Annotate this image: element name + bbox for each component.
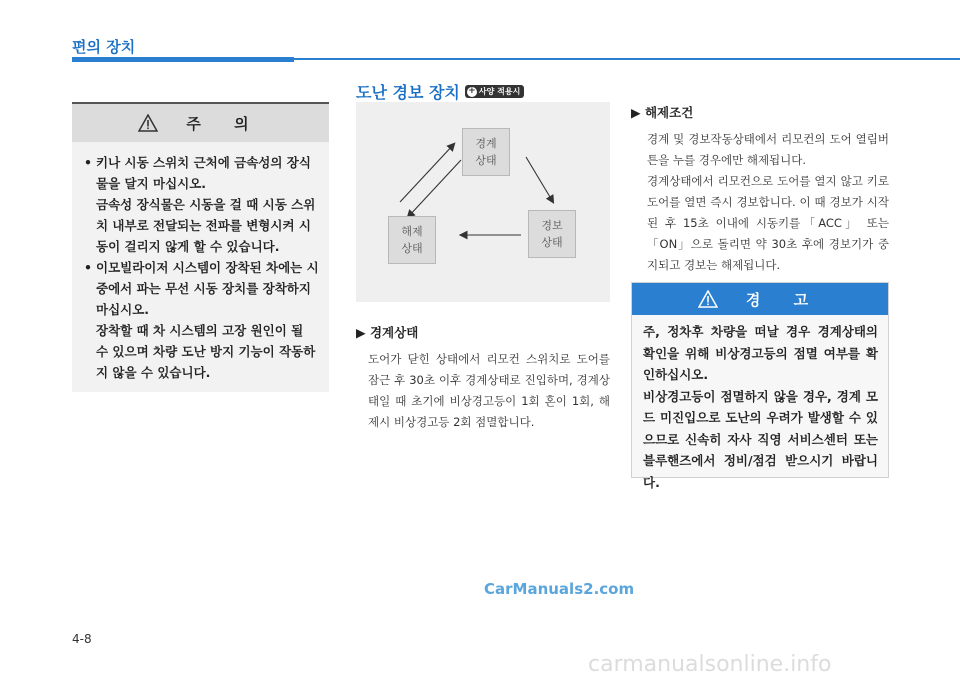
armed-body: 도어가 닫힌 상태에서 리모컨 스위치로 도어를 잠근 후 30초 이후 경계상태로 진입하며, 경계상태일 때 초기에 비상경고등이 1회 혼이 1회, 해제시 비상경고등 2회 점멸합니다. (368, 352, 610, 429)
state-alarm-line1: 경보 (541, 219, 563, 232)
caution-title: 주 의 (186, 114, 263, 133)
option-badge (465, 85, 524, 98)
disarm-body-2: 경계상태에서 리모컨으로 도어를 열지 않고 키로 도어를 열면 즉시 경보합니다. 이 때 경보가 시작된 후 15초 이내에 시동키를「ACC」 또는「ON」으로 돌리면 약 30초 후에 경보기가 중지되고 경보는 해제됩니다. (647, 174, 889, 272)
warning-box (631, 282, 889, 490)
caution-header (72, 104, 329, 142)
caution-box (72, 102, 329, 392)
footer-watermark: carmanualsonline.info (588, 652, 832, 677)
option-badge-label: 사양 적용시 (478, 87, 521, 96)
disarm-body-1: 경계 및 경보작동상태에서 리모컨의 도어 열림버튼을 누를 경우에만 해제됩니다. (647, 132, 889, 167)
caution-item-text: 금속성 장식물은 시동을 걸 때 시동 스위치 내부로 전달되는 전파를 변형시켜 시동이 걸리지 않게 할 수 있습니다. (96, 197, 316, 254)
state-armed (462, 128, 510, 176)
watermark-link[interactable]: CarManuals2.com (484, 580, 635, 598)
state-armed-line2: 상태 (475, 154, 497, 167)
caution-item (84, 152, 319, 257)
warning-title: 경 고 (745, 290, 823, 309)
warning-text: 비상경고등이 점멸하지 않을 경우, 경계 모드 미진입으로 도난의 우려가 발생할 수 있으므로 신속히 자사 직영 서비스센터 또는 블루핸즈에서 정비/점검 받으시기 바랍니다. (643, 388, 878, 490)
state-disarmed-line1: 해제 (401, 225, 423, 238)
page-heading (356, 80, 524, 103)
disarm-heading (631, 103, 693, 121)
warning-text: 주, 정차후 차량을 떠날 경우 경계상태의 확인을 위해 비상경고등의 점멸 여부를 확인하십시오. (643, 324, 878, 382)
state-alarm (528, 210, 576, 258)
armed-heading (356, 323, 418, 341)
warning-header (632, 283, 888, 315)
arrow-armed-to-disarmed (408, 160, 461, 217)
state-armed-line1: 경계 (475, 137, 497, 150)
caution-item-text: 장착할 때 차 시스템의 고장 원인이 될 수 있으며 차량 도난 방지 기능이 작동하지 않을 수 있습니다. (96, 323, 316, 380)
header-rule-accent (72, 57, 294, 62)
caution-item-text: • 이모빌라이저 시스템이 장착된 차에는 시중에서 파는 무선 시동 장치를 장착하지 마십시오. (96, 260, 319, 317)
state-alarm-line2: 상태 (541, 236, 563, 249)
triangle-right-icon: ▶ (631, 105, 645, 120)
warning-triangle-icon (698, 290, 718, 308)
caution-item-text: • 키나 시동 스위치 근처에 금속성의 장식물을 달지 마십시오. (96, 155, 311, 191)
page-number: 4-8 (72, 632, 92, 646)
arrow-armed-to-alarm (526, 157, 553, 202)
caution-list (72, 142, 329, 383)
caution-item (84, 257, 319, 383)
state-disarmed (388, 216, 436, 264)
page-heading-text: 도난 경보 장치 (356, 83, 460, 102)
warning-body (632, 315, 888, 493)
state-disarmed-line2: 상태 (401, 242, 423, 255)
section-title: 편의 장치 (72, 38, 136, 56)
state-diagram (356, 102, 610, 302)
armed-heading-text: 경계상태 (369, 325, 419, 340)
triangle-right-icon: ▶ (356, 325, 370, 340)
arrow-disarmed-to-armed (400, 144, 454, 202)
plus-icon: + (468, 86, 476, 96)
disarm-heading-text: 해제조건 (644, 105, 694, 120)
warning-triangle-icon (138, 114, 158, 132)
